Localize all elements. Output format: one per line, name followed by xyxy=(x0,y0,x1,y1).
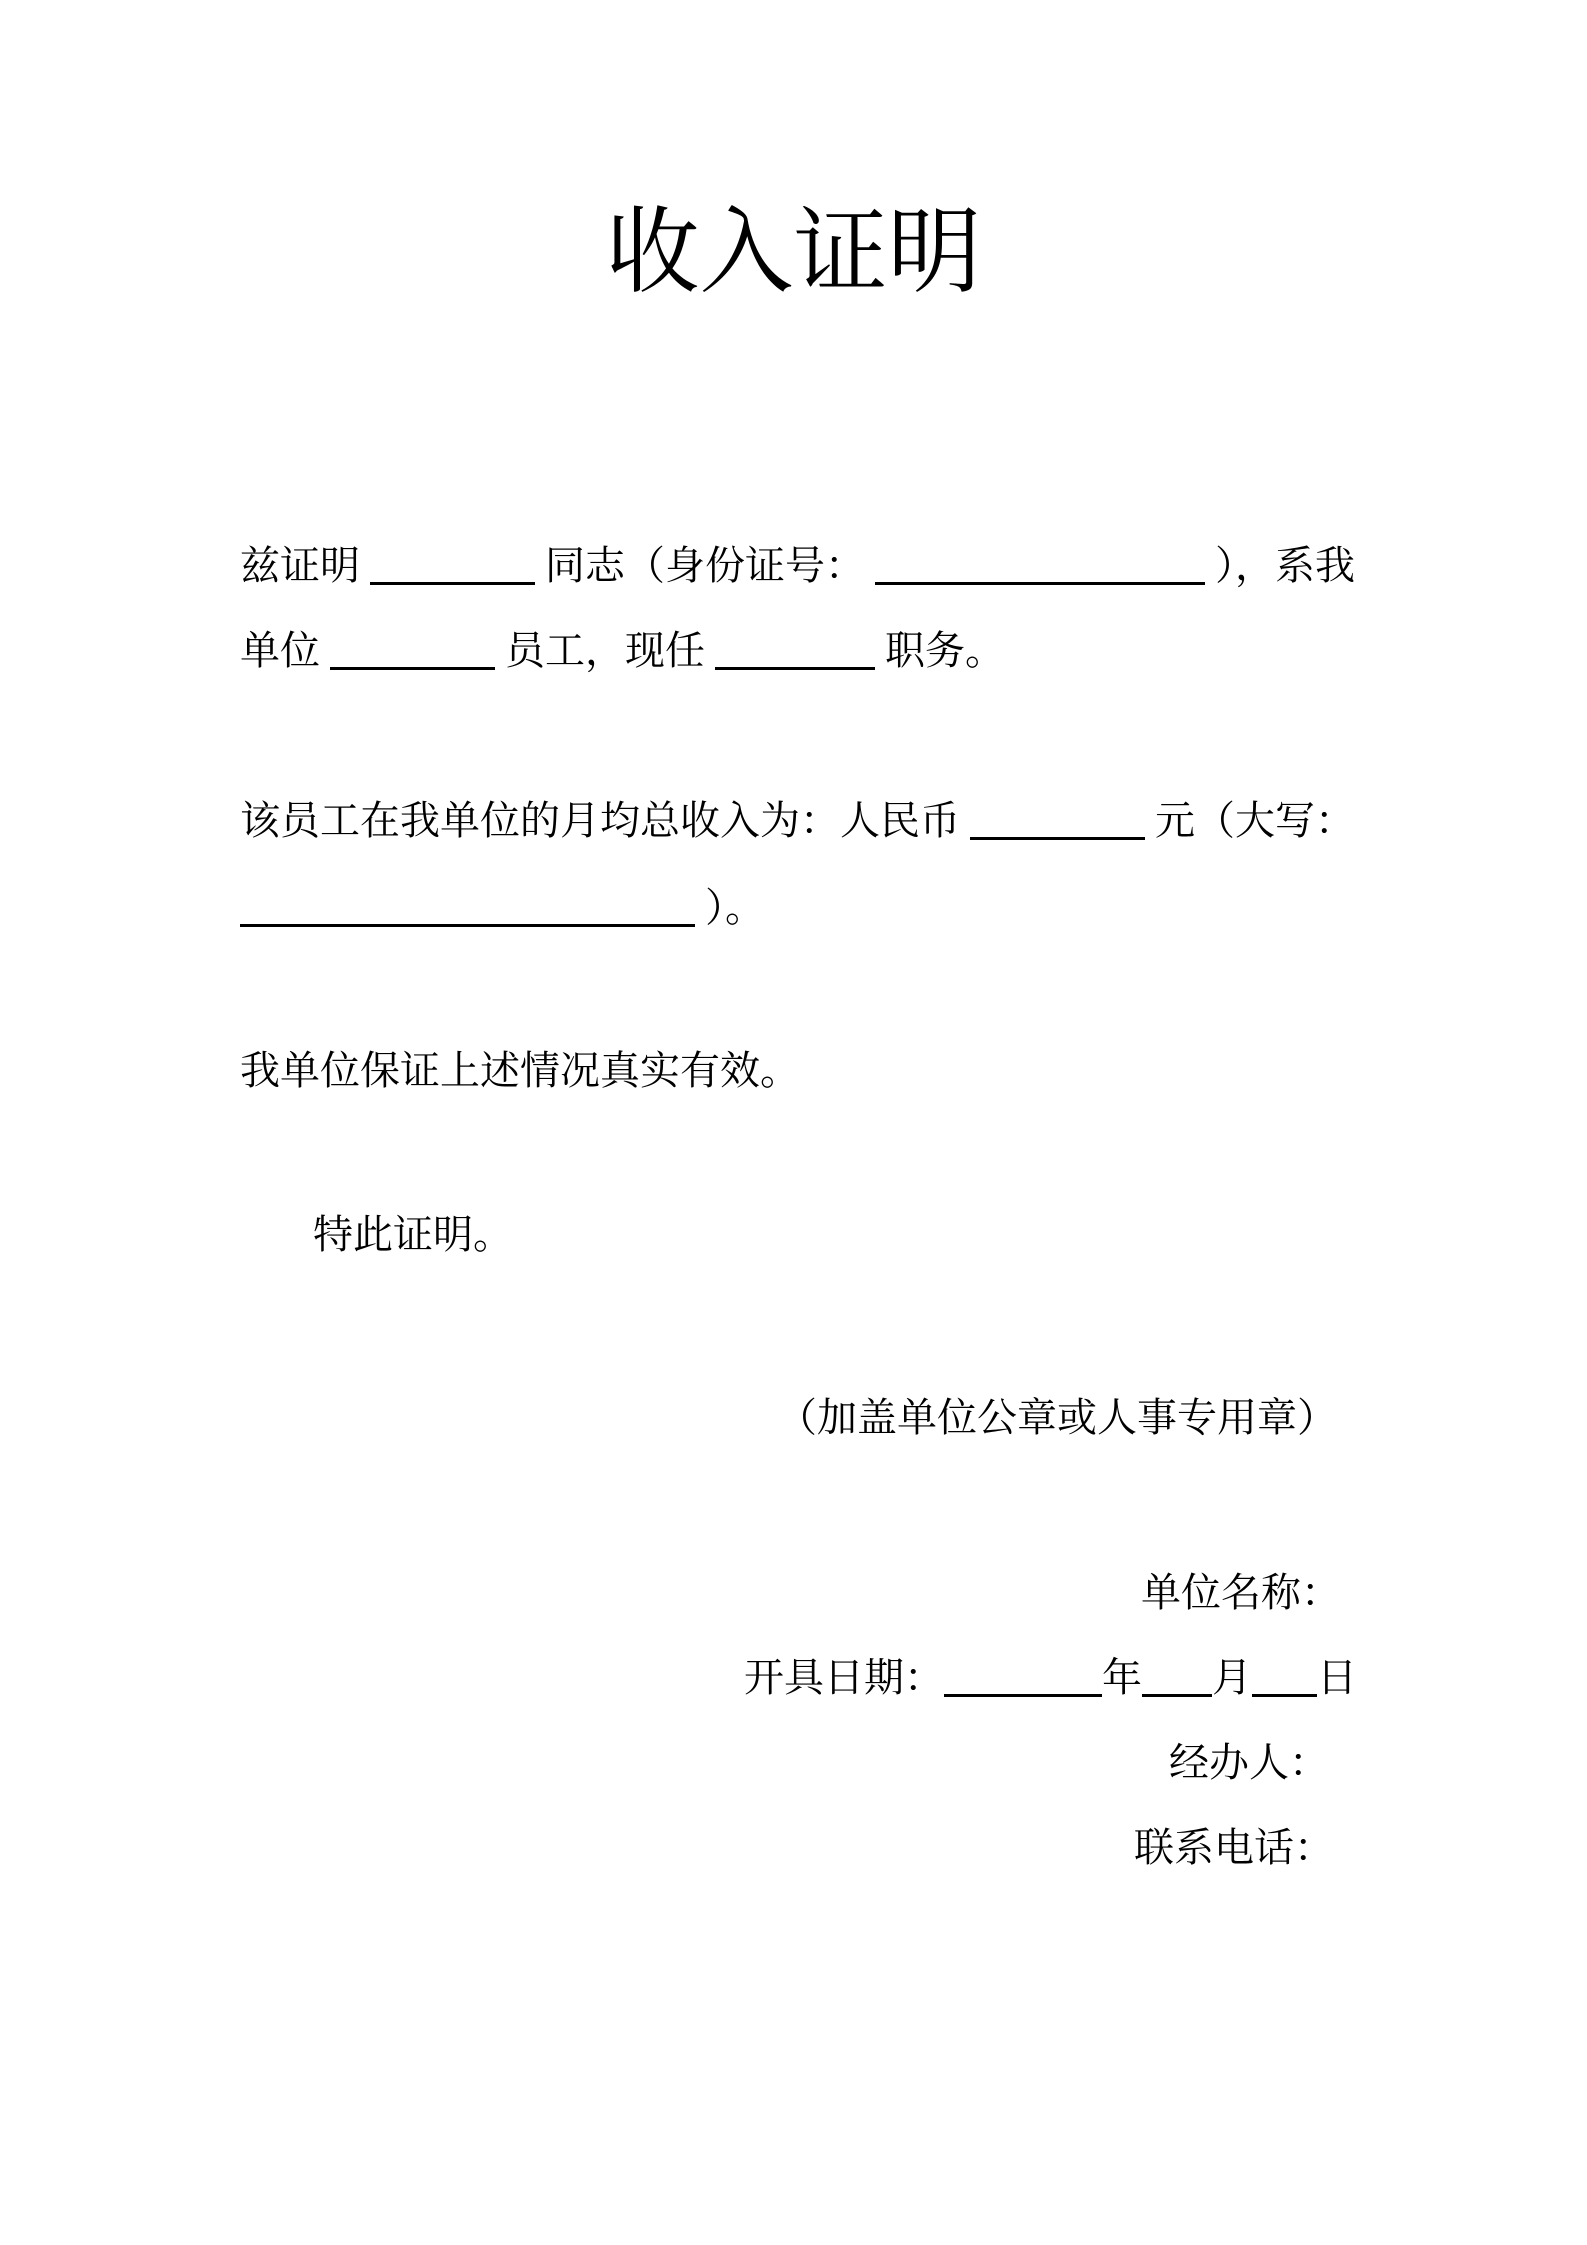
paragraph1-line2 xyxy=(240,627,1005,675)
issue-date-line xyxy=(744,1654,1357,1702)
month-blank xyxy=(1142,1654,1212,1697)
income-statement-text: 该员工在我单位的月均总收入为：人民币 xyxy=(240,798,960,843)
seal-note-text: （加盖单位公章或人事专用章） xyxy=(777,1395,1337,1440)
day-blank xyxy=(1252,1654,1317,1697)
year-label-text: 年 xyxy=(1102,1655,1142,1700)
contact-phone-line xyxy=(1134,1824,1334,1872)
paren-close-period-text: ）。 xyxy=(705,885,765,930)
comrade-id-label-text: 同志（身份证号： xyxy=(545,543,865,588)
income-capital-blank xyxy=(240,884,695,927)
issue-date-label-text: 开具日期： xyxy=(744,1655,944,1700)
position-suffix-text: 职务。 xyxy=(885,628,1005,673)
position-blank xyxy=(715,627,875,670)
seal-note-line xyxy=(777,1394,1337,1442)
id-number-blank xyxy=(875,542,1205,585)
paren-close-ours-text: ），系我 xyxy=(1215,543,1355,588)
company-name-line xyxy=(1141,1569,1341,1617)
handler-line xyxy=(1169,1739,1329,1787)
unit-label-text: 单位 xyxy=(240,628,320,673)
certify-prefix-text: 兹证明 xyxy=(240,543,360,588)
handler-label-text: 经办人： xyxy=(1169,1740,1329,1785)
yuan-capital-label-text: 元（大写： xyxy=(1155,798,1355,843)
paragraph4-line xyxy=(313,1211,513,1259)
hereby-certify-text: 特此证明。 xyxy=(313,1212,513,1257)
paragraph1-line1 xyxy=(240,542,1355,590)
unit-name-blank xyxy=(330,627,495,670)
paragraph3-line xyxy=(240,1047,800,1095)
document-title: 收入证明 xyxy=(605,201,982,305)
employee-name-blank xyxy=(370,542,535,585)
paragraph2-line1 xyxy=(240,797,1355,845)
employee-current-text: 员工，现任 xyxy=(505,628,705,673)
day-label-text: 日 xyxy=(1317,1655,1357,1700)
income-amount-blank xyxy=(970,797,1145,840)
year-blank xyxy=(944,1654,1102,1697)
paragraph2-line2 xyxy=(240,884,765,932)
company-name-label-text: 单位名称： xyxy=(1141,1570,1341,1615)
contact-phone-label-text: 联系电话： xyxy=(1134,1825,1334,1870)
guarantee-text: 我单位保证上述情况真实有效。 xyxy=(240,1048,800,1093)
month-label-text: 月 xyxy=(1212,1655,1252,1700)
